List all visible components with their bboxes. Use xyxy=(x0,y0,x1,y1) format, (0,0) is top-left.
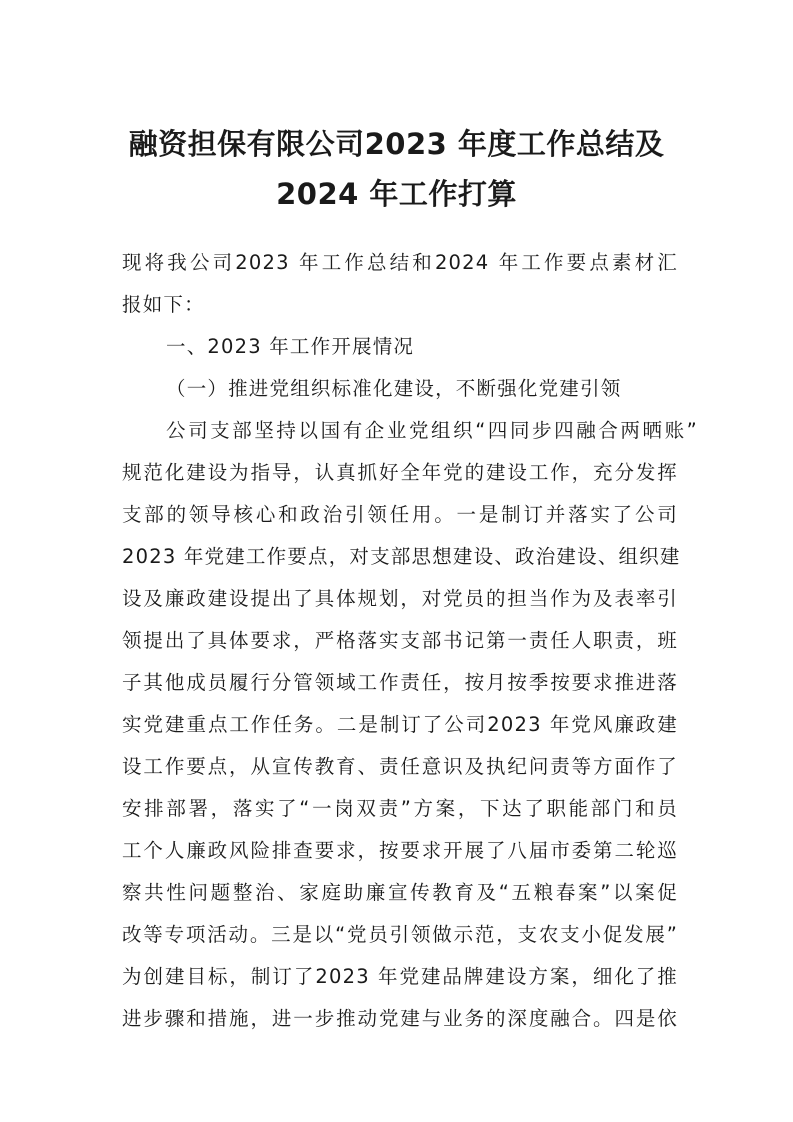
paragraph-line: 子其他成员履行分管领域工作责任，按月按季按要求推进落 xyxy=(122,671,678,694)
paragraph-line: 实党建重点工作任务。二是制订了公司2023 年党风廉政建 xyxy=(122,713,678,736)
paragraph-line: 2023 年党建工作要点，对支部思想建设、政治建设、组织建 xyxy=(122,545,681,568)
paragraph-line: 设工作要点，从宣传教育、责任意识及执纪问责等方面作了 xyxy=(122,755,678,778)
paragraph-line: 公司支部坚持以国有企业党组织“四同步四融合两晒账” xyxy=(166,419,698,442)
paragraph-line: 支部的领导核心和政治引领任用。一是制订并落实了公司 xyxy=(122,503,678,526)
document-title-line-2: 2024 年工作打算 xyxy=(276,177,517,211)
paragraph-line: 进步骤和措施，进一步推动党建与业务的深度融合。四是依 xyxy=(122,1007,678,1030)
paragraph-line: 现将我公司2023 年工作总结和2024 年工作要点素材汇 xyxy=(122,251,678,274)
paragraph-line: 安排部署，落实了“一岗双责”方案，下达了职能部门和员 xyxy=(122,797,678,820)
subsection-heading: （一）推进党组织标准化建设，不断强化党建引领 xyxy=(166,377,622,400)
section-heading: 一、2023 年工作开展情况 xyxy=(166,335,415,358)
paragraph-line: 设及廉政建设提出了具体规划，对党员的担当作为及表率引 xyxy=(122,587,678,610)
paragraph-line: 工个人廉政风险排查要求，按要求开展了八届市委第二轮巡 xyxy=(122,839,678,862)
document-title-line-1: 融资担保有限公司2023 年度工作总结及 xyxy=(128,127,665,161)
paragraph-line: 规范化建设为指导，认真抓好全年党的建设工作，充分发挥 xyxy=(122,461,678,484)
paragraph-line: 察共性问题整治、家庭助廉宣传教育及“五粮春案”以案促 xyxy=(122,881,678,904)
paragraph-line: 领提出了具体要求，严格落实支部书记第一责任人职责，班 xyxy=(122,629,678,652)
paragraph-line: 为创建目标，制订了2023 年党建品牌建设方案，细化了推 xyxy=(122,965,678,988)
paragraph-line: 改等专项活动。三是以“党员引领做示范，支农支小促发展” xyxy=(122,923,678,946)
paragraph-line: 报如下： xyxy=(122,293,205,316)
